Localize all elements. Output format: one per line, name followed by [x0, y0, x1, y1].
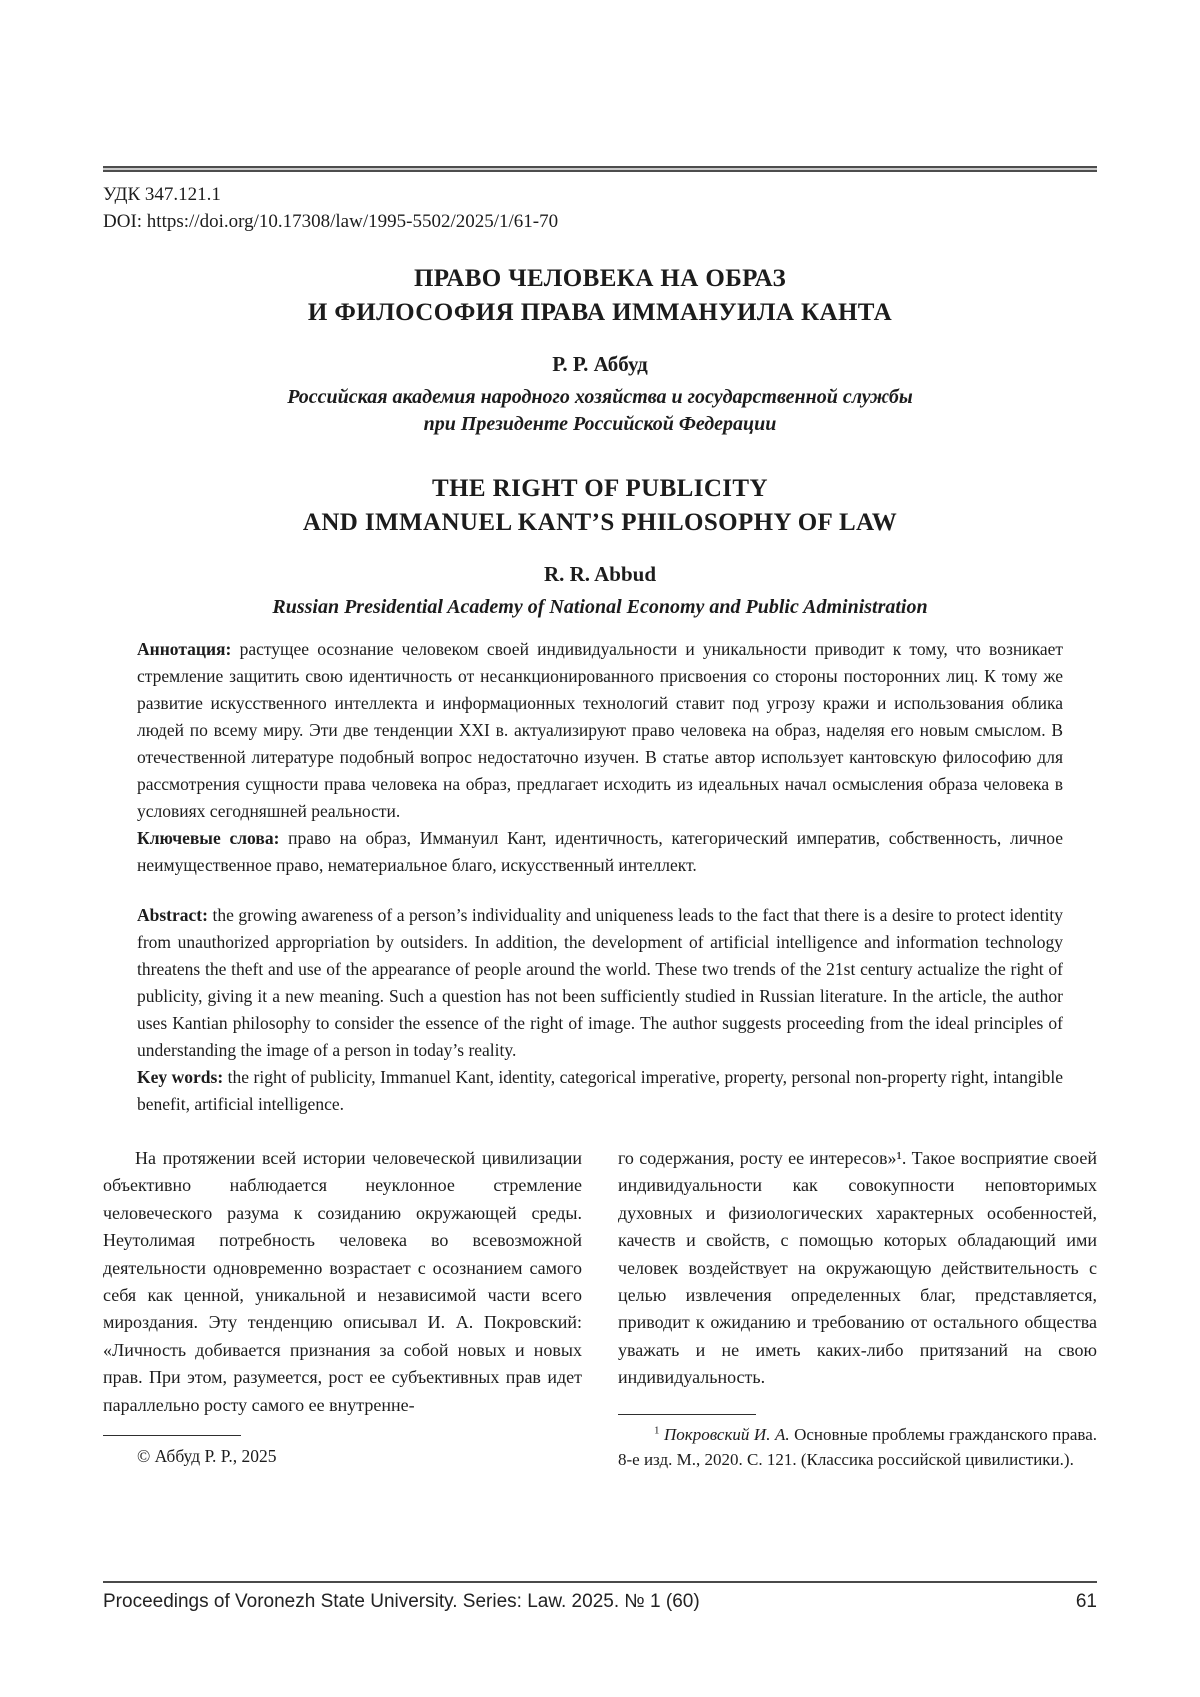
udc-line: УДК 347.121.1 [103, 184, 221, 205]
title-ru-line2: И ФИЛОСОФИЯ ПРАВА ИММАНУИЛА КАНТА [307, 299, 893, 326]
two-column-body [103, 1145, 1097, 1473]
body-paragraph-right: го содержания, росту ее интересов»¹. Такое восприятие своей индивидуальности как совокупности неповторимых духовных и физиологических характерных особенностей, качеств и свойств, с помощью которых обладающий ими человек воздействует на окружающую действительность с целью извлечения определенных благ, представляется, приводит к ожиданию и требованию от остального общества уважать и не иметь каких-либо притязаний на свою индивидуальность. [618, 1148, 1097, 1388]
abstracts-section [137, 636, 1063, 1118]
abstract-label: Abstract: [137, 905, 208, 925]
keywords-ru-label: Ключевые слова: [137, 828, 280, 848]
title-ru-line1: ПРАВО ЧЕЛОВЕКА НА ОБРАЗ [413, 265, 787, 292]
doi-line: DOI: https://doi.org/10.17308/law/1995-5502/2025/1/61-70 [103, 211, 559, 232]
page-footer [103, 1581, 1097, 1614]
copyright-footnote [103, 1435, 582, 1469]
article-title-en [103, 472, 1097, 540]
annotation-label: Аннотация: [137, 639, 232, 659]
affiliation-ru-line1: Российская академия народного хозяйства и государственной службы [287, 386, 913, 408]
footnote-marker: 1 [654, 1424, 660, 1436]
affiliation-ru [103, 384, 1097, 438]
affiliation-ru-line2: при Президенте Российской Федерации [423, 413, 777, 435]
abstract-text: the growing awareness of a person’s individuality and uniqueness leads to the fact that there is a desire to protect identity from unauthorized appropriation by outsiders. In addition, the development of artificial intelligence and information technology threatens the theft and use of the appearance of people around the world. These two trends of the 21st century actualize the right of publicity, giving it a new meaning. Such a question has not been sufficiently studied in Russian literature. In the article, the author uses Kantian philosophy to consider the essence of the right of image. The author suggests proceeding from the ideal principles of understanding the image of a person in today’s reality. [137, 905, 1063, 1060]
footnote-rule-left [103, 1435, 241, 1436]
top-double-rule [103, 166, 1097, 172]
keywords-en-paragraph [137, 1064, 1063, 1118]
affiliation-en: Russian Presidential Academy of National Economy and Public Administration [272, 596, 928, 618]
article-title-ru [103, 262, 1097, 330]
copyright-line: © Аббуд Р. Р., 2025 [137, 1446, 277, 1467]
keywords-en-text: the right of publicity, Immanuel Kant, identity, categorical imperative, property, personal non-property right, intangible benefit, artificial intelligence. [137, 1067, 1064, 1114]
footer-page-number: 61 [1075, 1591, 1097, 1612]
keywords-ru-paragraph [137, 825, 1063, 879]
keywords-en-label: Key words: [137, 1067, 224, 1087]
reference-text [618, 1422, 1097, 1473]
abstract-paragraph [137, 902, 1063, 1064]
reference-footnote [618, 1414, 1097, 1473]
reference-body: Основные проблемы гражданского права. 8-е изд. М., 2020. С. 121. (Классика российской цивилистики.). [618, 1424, 1097, 1470]
annotation-text: растущее осознание человеком своей индивидуальности и уникальности приводит к тому, что возникает стремление защитить свою идентичность от несанкционированного присвоения со стороны посторонних лиц. К тому же развитие искусственного интеллекта и информационных технологий ставит под угрозу кражи и использования облика людей по всему миру. Эти две тенденции XXI в. актуализируют право человека на образ, наделяя его новым смыслом. В отечественной литературе подобный вопрос недостаточно изучен. В статье автор использует кантовскую философию для рассмотрения сущности права человека на образ, предлагает исходить из идеальных начал осмысления образа человека в условиях сегодняшней реальности. [137, 639, 1064, 821]
keywords-ru-text: право на образ, Иммануил Кант, идентичность, категорический императив, собственность, личное неимущественное право, нематериальное благо, искусственный интеллект. [137, 828, 1063, 875]
left-column [103, 1145, 582, 1473]
footer-journal-line: Proceedings of Voronezh State University. Series: Law. 2025. № 1 (60) [103, 1591, 700, 1612]
body-paragraph-left: На протяжении всей истории человеческой цивилизации объективно наблюдается неуклонное стремление человеческого разума к созиданию окружающей среды. Неутолимая потребность человека во всевозможной деятельности одновременно возрастает с осознанием самого себя как ценной, уникальной и независимой части всего мироздания. Эту тенденцию описывал И. А. Покровский: «Личность добивается признания за собой новых и новых прав. При этом, разумеется, рост ее субъективных прав идет параллельно росту самого ее внутренне- [103, 1148, 582, 1415]
annotation-paragraph [137, 636, 1063, 825]
author-en: R. R. Abbud [543, 562, 657, 586]
article-meta [103, 181, 1097, 235]
right-column [618, 1145, 1097, 1473]
reference-author: Покровский И. А. [664, 1424, 790, 1444]
title-en-line2: AND IMMANUEL KANT’S PHILOSOPHY OF LAW [302, 509, 898, 536]
footnote-rule-right [618, 1414, 756, 1415]
author-ru: Р. Р. Аббуд [552, 352, 648, 376]
title-en-line1: THE RIGHT OF PUBLICITY [432, 475, 768, 502]
